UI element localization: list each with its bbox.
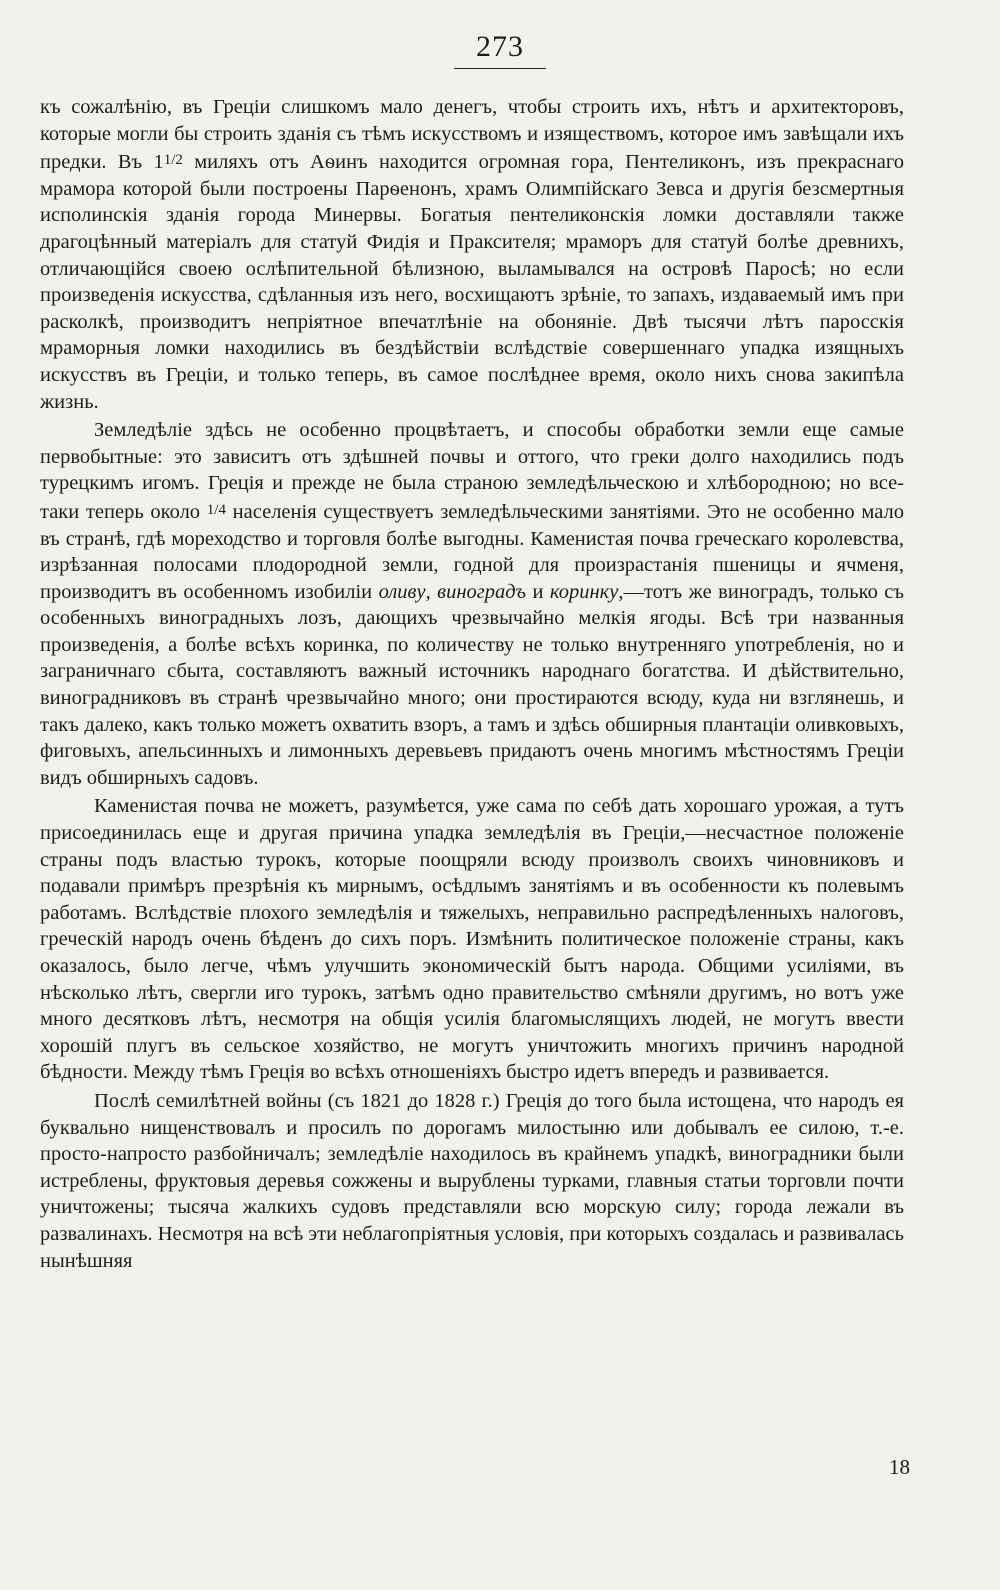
text-run: ,—тотъ же виноградъ, только съ особенныхъ виноградныхъ лозъ, дающихъ чрезвычайно мелкія ягоды. Всѣ три названныя произведенія, а болѣе всѣхъ коринка, по количеству не только внутренняго употребленія, но и заграничнаго сбыта, составляютъ важный источникъ народнаго богатства. И дѣйствительно, виноградниковъ въ странѣ чрезвычайно много; они простираются всюду, куда ни взглянешь, и такъ далеко, какъ только можетъ охватить взоръ, а тамъ и здѣсь обширныя плантаціи оливковыхъ, фиговыхъ, апельсинныхъ и лимонныхъ деревьевъ придаютъ очень многимъ мѣстностямъ Греціи видъ обширныхъ садовъ. (40, 580, 904, 789)
fraction: 1/2 (163, 152, 183, 169)
text-run: Послѣ семилѣтней войны (съ 1821 до 1828 г.) Греція до того была истощена, что народъ ея буквально нищенствовалъ и просилъ по дорогамъ милостыню или добывалъ ее силою, т.-е. просто-напросто разбойничалъ; земледѣліе находилось въ крайнемъ упадкѣ, виноградники были истреблены, фруктовыя деревья сожжены и вырублены турками, главныя статьи торговли почти уничтожены; тысяча жалкихъ судовъ представляли всю морскую силу; города лежали въ развалинахъ. Несмотря на всѣ эти неблагопріятныя условія, при которыхъ создалась и развивалась нынѣшняя (40, 1089, 904, 1272)
text-run: Каменистая почва не можетъ, разумѣется, уже сама по себѣ дать хорошаго урожая, а тутъ присоединилась еще и другая причина упадка земледѣлія въ Греціи,—несчастное положеніе страны подъ властью турокъ, которые поощряли всюду произволъ своихъ чиновниковъ и подавали примѣръ презрѣнія къ мирнымъ, осѣдлымъ занятіямъ и въ особенности къ полевымъ работамъ. Вслѣдствіе плохого земледѣлія и тяжелыхъ, неправильно распредѣленныхъ налоговъ, греческій народъ очень бѣденъ до сихъ поръ. Измѣнить политическое положеніе страны, какъ оказалось, было легче, чѣмъ улучшить экономическій бытъ народа. Общими усиліями, въ нѣсколько лѣтъ, свергли иго турокъ, затѣмъ одно правительство смѣняли другимъ, но вотъ уже много десятковъ лѣтъ, несмотря на общія усилія благомыслящихъ людей, не могутъ ввести хорошій плугъ въ сельское хозяйство, не могутъ уничтожить многихъ причинъ народной бѣдности. Между тѣмъ Греція во всѣхъ отношеніяхъ быстро идетъ впередъ и развивается. (40, 795, 904, 1084)
signature-mark: 18 (889, 1455, 910, 1479)
italic-term: виноградъ (437, 580, 526, 603)
text-run: населенія существуетъ земледѣльческими занятіями. Это не особенно мало въ странѣ, гдѣ мореходство и торговля болѣе выгодны. Каменистая почва греческаго королевства, изрѣзанная полосами плодородной земли, годной для произрастанія пшеницы и ячменя, производитъ въ особенномъ изобиліи (40, 500, 905, 603)
text-run: миляхъ отъ Аѳинъ находится огромная гора, Пентеликонъ, изъ прекраснаго мрамора которой были построены Парѳенонъ, храмъ Олимпійскаго Зевса и другія безсмертныя исполинскія зданія города Минервы. Богатыя пентеликонскія ломки доставляли также драгоцѣнный матеріалъ для статуй Фидія и Праксителя; мраморъ для статуй болѣе древнихъ, отличающійся своею ослѣпительной бѣлизною, выламывался на островѣ Паросѣ; но если произведенія искусства, сдѣланныя изъ него, восхищаютъ зрѣніе, то запахъ, издаваемый имъ при расколкѣ, производитъ непріятное впечатлѣніе на обоняніе. Двѣ тысячи лѣтъ паросскія мраморныя ломки находились въ бездѣйствіи вслѣдствіе совершеннаго упадка изящныхъ искусствъ въ Греціи, и только теперь, въ самое послѣднее время, около нихъ снова закипѣла жизнь. (40, 151, 905, 413)
paragraph (40, 1088, 904, 1274)
text-run: къ сожалѣнію, въ Греціи слишкомъ мало денегъ, чтобы строить ихъ, нѣтъ и архитекторовъ, которые могли бы строить зданія съ тѣмъ искусствомъ и изяществомъ, которое имъ завѣщали ихъ предки. Въ 1 (40, 96, 904, 174)
page-number: 273 (454, 30, 546, 69)
paragraph (40, 94, 904, 415)
paragraph (40, 793, 904, 1086)
paragraph (40, 417, 904, 791)
text-run: и (525, 580, 550, 603)
text-run: Земледѣліе здѣсь не особенно процвѣтаетъ, и способы обработки земли еще самые первобытные: это зависитъ отъ здѣшней почвы и оттого, что греки долго находились подъ турецкимъ игомъ. Греція и прежде не была страною земледѣльческою и хлѣбородною; но все-таки теперь около (40, 419, 904, 523)
italic-term: оливу (378, 580, 426, 603)
page-header (0, 30, 1000, 69)
italic-term: коринку (549, 580, 619, 603)
body-text (40, 94, 904, 1276)
text-run: , (425, 580, 438, 603)
fraction: 1/4 (206, 501, 226, 518)
